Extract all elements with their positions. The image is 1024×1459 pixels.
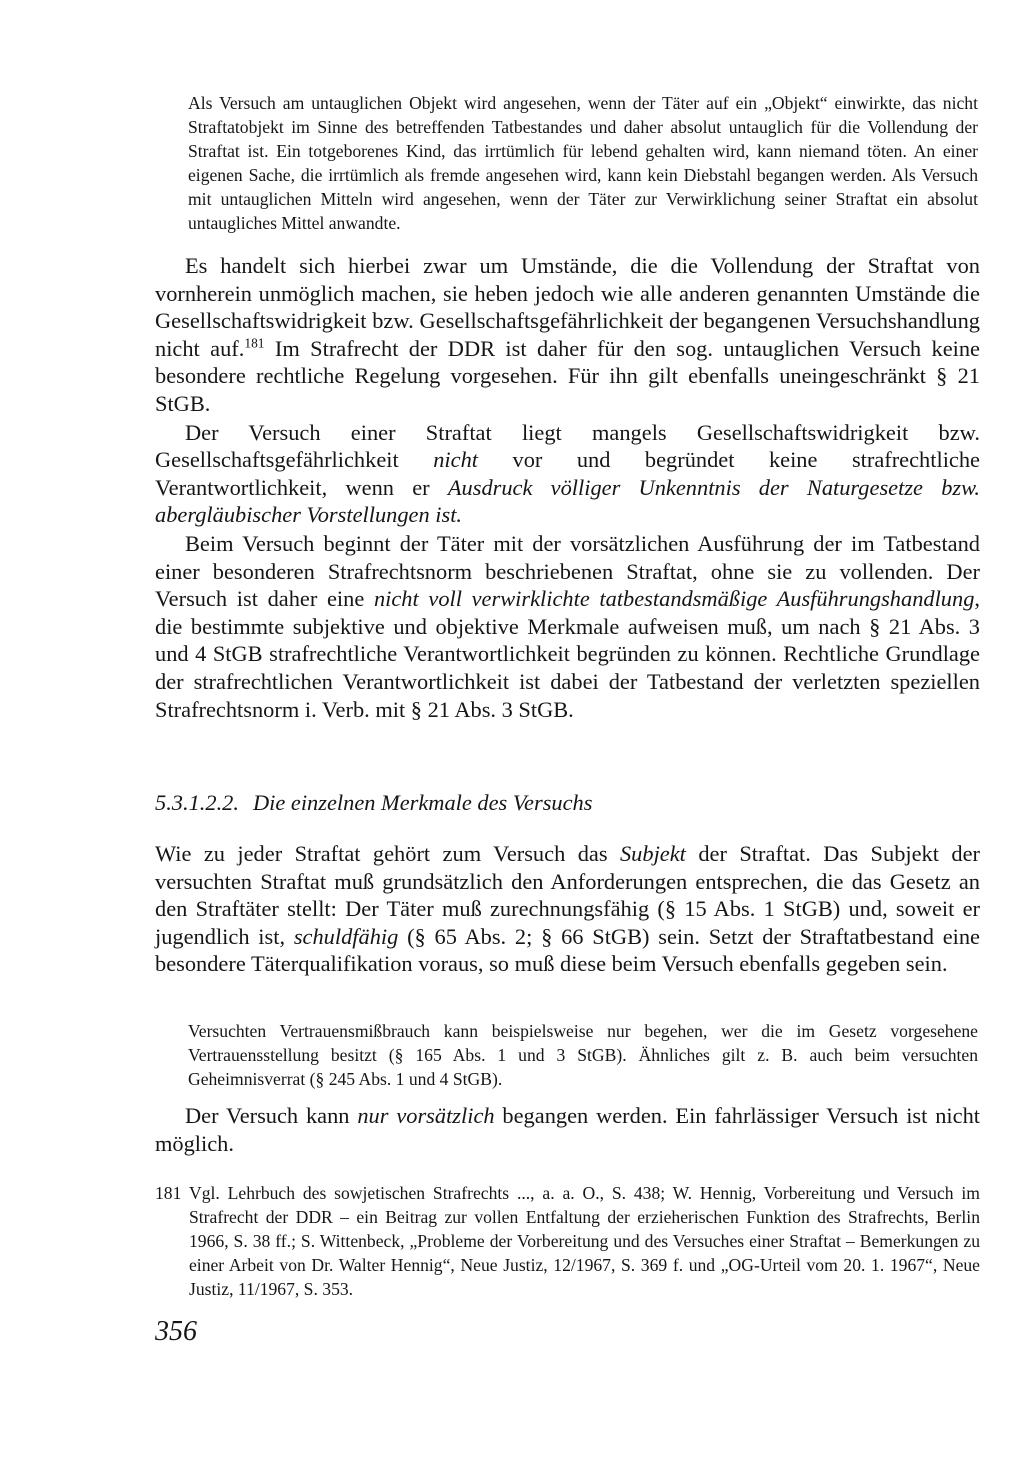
emphasis-text: nicht voll verwirklichte tatbestandsmäßige Ausführungshandlung [373,586,975,612]
paragraph-naturgesetze [155,419,980,529]
small-print-text: Versuchten Vertrauensmißbrauch kann beispielsweise nur begehen, wer die im Gesetz vorgesehene Vertrauensstellung besitzt (§ 165 Abs. 1 und 3 StGB). Ähnliches gilt z. B. auch beim versuchten Geheimnisverrat (§ 245 Abs. 1 und 4 StGB). [188,1021,978,1090]
small-print-block-vertrauen [188,1019,978,1091]
paragraph-vorsaetzlich [155,1102,980,1157]
paragraph-text: (§ 65 Abs. 2; § 66 StGB) sein. Setzt der Straftatbestand eine besondere Täterqualifikation voraus, so muß diese beim Versuch ebenfalls gegeben sein. [155,923,980,977]
footnote-number: 181 [155,1183,182,1203]
emphasis-text: nur vorsätzlich [357,1103,495,1128]
paragraph-umstaende [155,252,980,418]
small-print-block-untauglich [188,91,978,236]
main-text-section-2 [155,840,980,978]
paragraph-text: Im Strafrecht der DDR ist daher für den sog. untauglichen Versuch keine besondere rechtliche Regelung vorgesehen. Für ihn gilt ebenfalls uneingeschränkt § 21 StGB. [155,335,980,416]
paragraph-text: Der Versuch einer Straftat liegt mangels Gesellschaftswidrigkeit bzw. Gesellschaftsgefährlichkeit [155,419,980,473]
emphasis-text: Ausdruck völliger Unkenntnis der Naturgesetze bzw. abergläubischer Vorstellungen ist. [155,474,980,528]
paragraph-subjekt [155,840,980,978]
small-print-text: Als Versuch am untauglichen Objekt wird angesehen, wenn der Täter auf ein „Objekt“ einwirkte, das nicht Straftatobjekt im Sinne des betreffenden Tatbestandes und daher absolut untauglich für die Vollendung der Straftat ist. Ein totgeborenes Kind, das irrtümlich für lebend gehalten wird, kann niemand töten. An einer eigenen Sache, die irrtümlich als fremde angesehen wird, kann kein Diebstahl begangen werden. Als Versuch mit untauglichen Mitteln wird angesehen, wenn der Täter zur Verwirklichung seiner Straftat ein absolut untaugliches Mittel anwandte. [188,93,978,234]
paragraph-text: Der Versuch kann [185,1103,358,1128]
main-text-section-1 [155,252,980,723]
section-heading [155,789,592,817]
paragraph-ausfuehrung [155,530,980,723]
paragraph-text: vor und begründet keine strafrechtliche Verantwortlichkeit, wenn er [155,447,980,500]
paragraph-text: begangen werden. Ein fahrlässiger Versuch ist nicht möglich. [155,1103,980,1156]
emphasis-text: nicht [433,447,478,473]
footnote-reference[interactable]: 181 [244,335,265,351]
paragraph-text: Wie zu jeder Straftat gehört zum Versuch das [155,841,620,866]
paragraph-text: Beim Versuch beginnt der Täter mit der vorsätzlichen Ausführung der im Tatbestand einer besonderen Strafrechtsnorm beschriebenen Straftat, ohne sie zu vollenden. Der Versuch ist daher eine [155,530,980,612]
paragraph-text: , die bestimmte subjektive und objektive Merkmale aufweisen muß, um nach § 21 Abs. 3 und 4 StGB strafrechtliche Verantwortlichkeit begründen zu können. Rechtliche Grundlage der strafrechtlichen Verantwortlichkeit ist dabei der Tatbestand der verletzten speziellen Strafrechtsnorm i. Verb. mit § 21 Abs. 3 StGB. [155,586,980,722]
main-text-section-3 [155,1102,980,1157]
section-title: Die einzelnen Merkmale des Versuchs [252,790,593,815]
emphasis-text: schuldfähig [293,923,399,949]
paragraph-text: Es handelt sich hierbei zwar um Umstände, die die Vollendung der Straftat von vornherein unmöglich machen, sie heben jedoch wie alle anderen genannten Umstände die Gesellschaftswidrigkeit bzw. Gesellschaftsgefährlichkeit der begangenen Versuchshandlung nicht auf. [155,253,980,361]
footnote-181 [155,1181,980,1301]
emphasis-text: Subjekt [619,841,686,866]
paragraph-text: der Straftat. Das Subjekt der versuchten Straftat muß grundsätzlich den Anforderungen entsprechen, die das Gesetz an den Straftäter stellt: Der Täter muß zurechnungsfähig (§ 15 Abs. 1 StGB) und, soweit er jugendlich ist, [155,841,980,949]
footnote-text: Vgl. Lehrbuch des sowjetischen Strafrechts ..., a. a. O., S. 438; W. Hennig, Vorbereitung und Versuch im Strafrecht der DDR – ein Beitrag zur vollen Entfaltung der erzieherischen Funktion des Strafrechts, Berlin 1966, S. 38 ff.; S. Wittenbeck, „Probleme der Vorbereitung und des Versuches einer Straftat – Bemerkungen zu einer Arbeit von Dr. Walter Hennig“, Neue Justiz, 12/1967, S. 369 f. und „OG-Urteil vom 20. 1. 1967“, Neue Justiz, 11/1967, S. 353. [189,1183,980,1300]
page-number: 356 [155,1316,197,1347]
section-number: 5.3.1.2.2. [155,790,239,815]
